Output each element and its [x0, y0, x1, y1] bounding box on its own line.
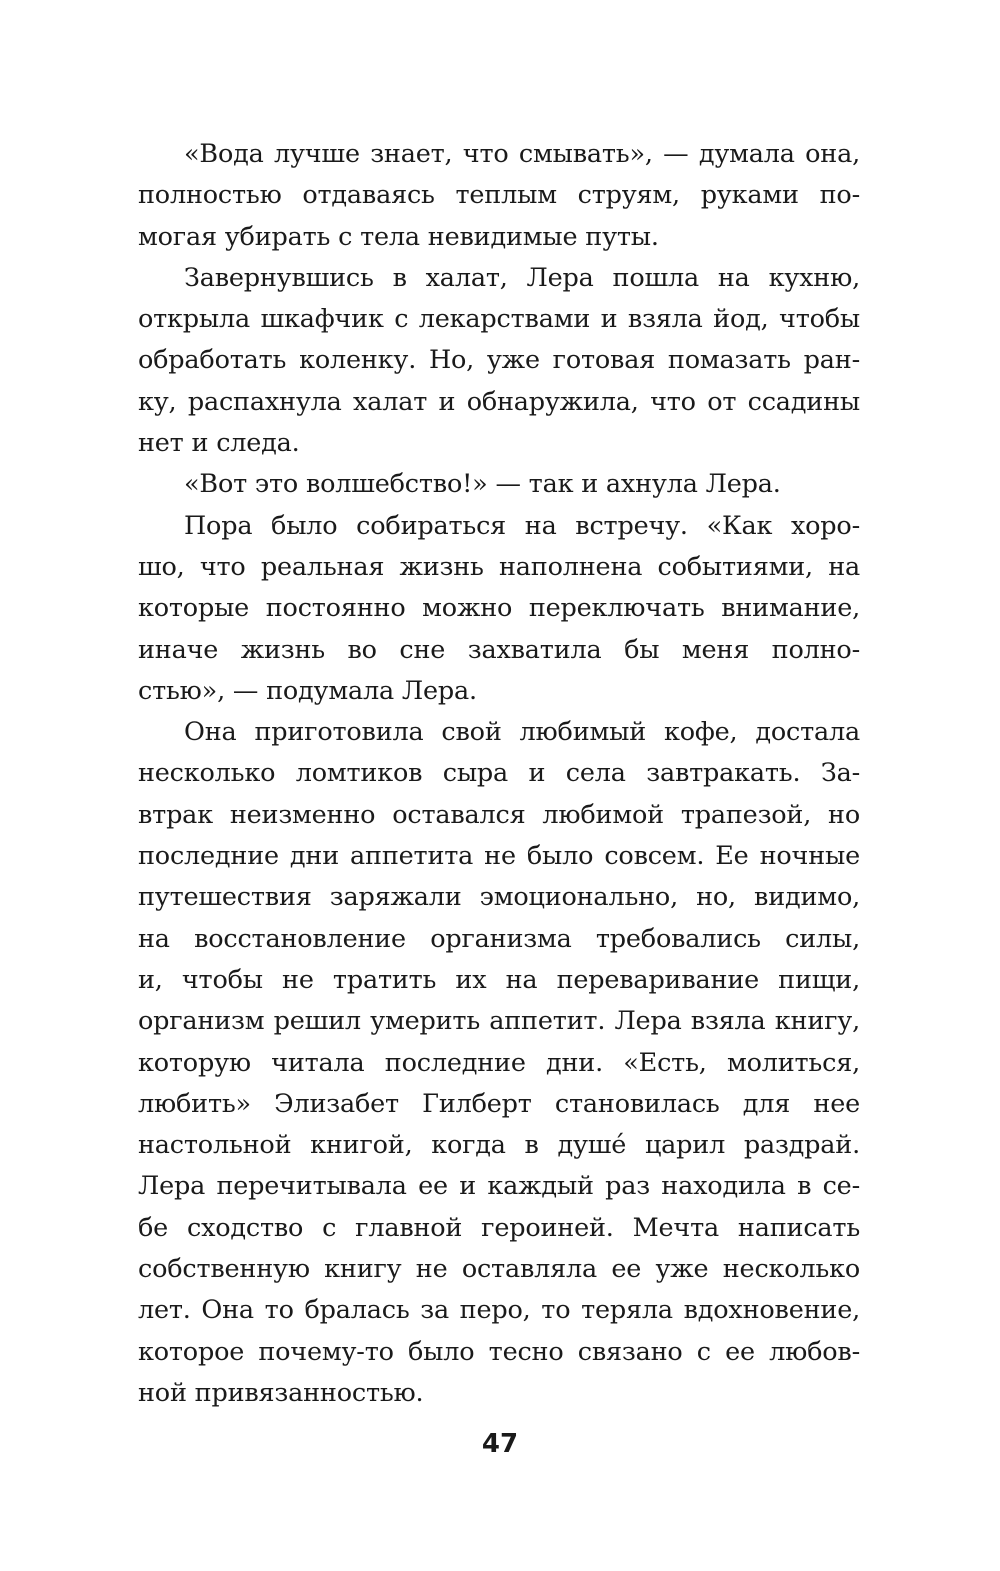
text-line: на восстановление организма требовались силы,: [138, 923, 860, 954]
text-line: настольной книгой, когда в душе́ царил раздрай.: [138, 1130, 860, 1161]
text-line: любить» Элизабет Гилберт становилась для нее: [138, 1088, 860, 1119]
text-line: Завернувшись в халат, Лера пошла на кухню,: [184, 262, 860, 293]
text-line: несколько ломтиков сыра и села завтракать. За-: [138, 758, 860, 789]
text-line: и, чтобы не тратить их на переваривание пищи,: [138, 964, 860, 995]
text-line: «Вода лучше знает, что смывать», — думала она,: [184, 139, 860, 169]
text-line: открыла шкафчик с лекарствами и взяла йод, чтобы: [138, 304, 860, 335]
text-line: ку, распахнула халат и обнаружила, что от ссадины: [138, 386, 860, 417]
paragraph: [138, 506, 860, 712]
body-text: [138, 134, 860, 1414]
text-line: организм решил умерить аппетит. Лера взяла книгу,: [138, 1006, 860, 1037]
text-line: последние дни аппетита не было совсем. Ее ночные: [138, 841, 860, 872]
text-line: ной привязанностью.: [138, 1377, 424, 1408]
text-line: путешествия заряжали эмоционально, но, видимо,: [138, 882, 860, 913]
text-line: полностью отдаваясь теплым струям, руками по-: [138, 180, 860, 211]
text-line: Пора было собираться на встречу. «Как хоро-: [184, 510, 860, 541]
text-line: лет. Она то бралась за перо, то теряла вдохновение,: [138, 1295, 860, 1326]
text-line: могая убирать с тела невидимые путы.: [138, 221, 659, 252]
page-number: 47: [481, 1429, 519, 1459]
paragraph: [138, 258, 860, 464]
text-line: Она приготовила свой любимый кофе, достала: [184, 717, 860, 748]
text-line: шо, что реальная жизнь наполнена событиями, на: [138, 551, 860, 582]
text-line: которые постоянно можно переключать внимание,: [138, 593, 860, 624]
text-line: Лера перечитывала ее и каждый раз находила в се-: [138, 1171, 860, 1202]
text-line: бе сходство с главной героиней. Мечта написать: [138, 1212, 860, 1243]
text-line: нет и следа.: [138, 428, 300, 459]
paragraph: [138, 712, 860, 1414]
paragraph: [138, 464, 860, 505]
text-line: собственную книгу не оставляла ее уже несколько: [138, 1254, 860, 1285]
text-line: которое почему-то было тесно связано с ее любов-: [138, 1336, 860, 1367]
text-line: иначе жизнь во сне захватила бы меня полно-: [138, 634, 860, 665]
text-line: втрак неизменно оставался любимой трапезой, но: [138, 799, 860, 830]
text-line: которую читала последние дни. «Есть, молиться,: [138, 1047, 860, 1078]
text-line: обработать коленку. Но, уже готовая помазать ран-: [138, 345, 860, 376]
text-line: «Вот это волшебство!» — так и ахнула Лера.: [184, 469, 781, 500]
paragraph: [138, 134, 860, 258]
text-line: стью», — подумала Лера.: [138, 675, 477, 706]
